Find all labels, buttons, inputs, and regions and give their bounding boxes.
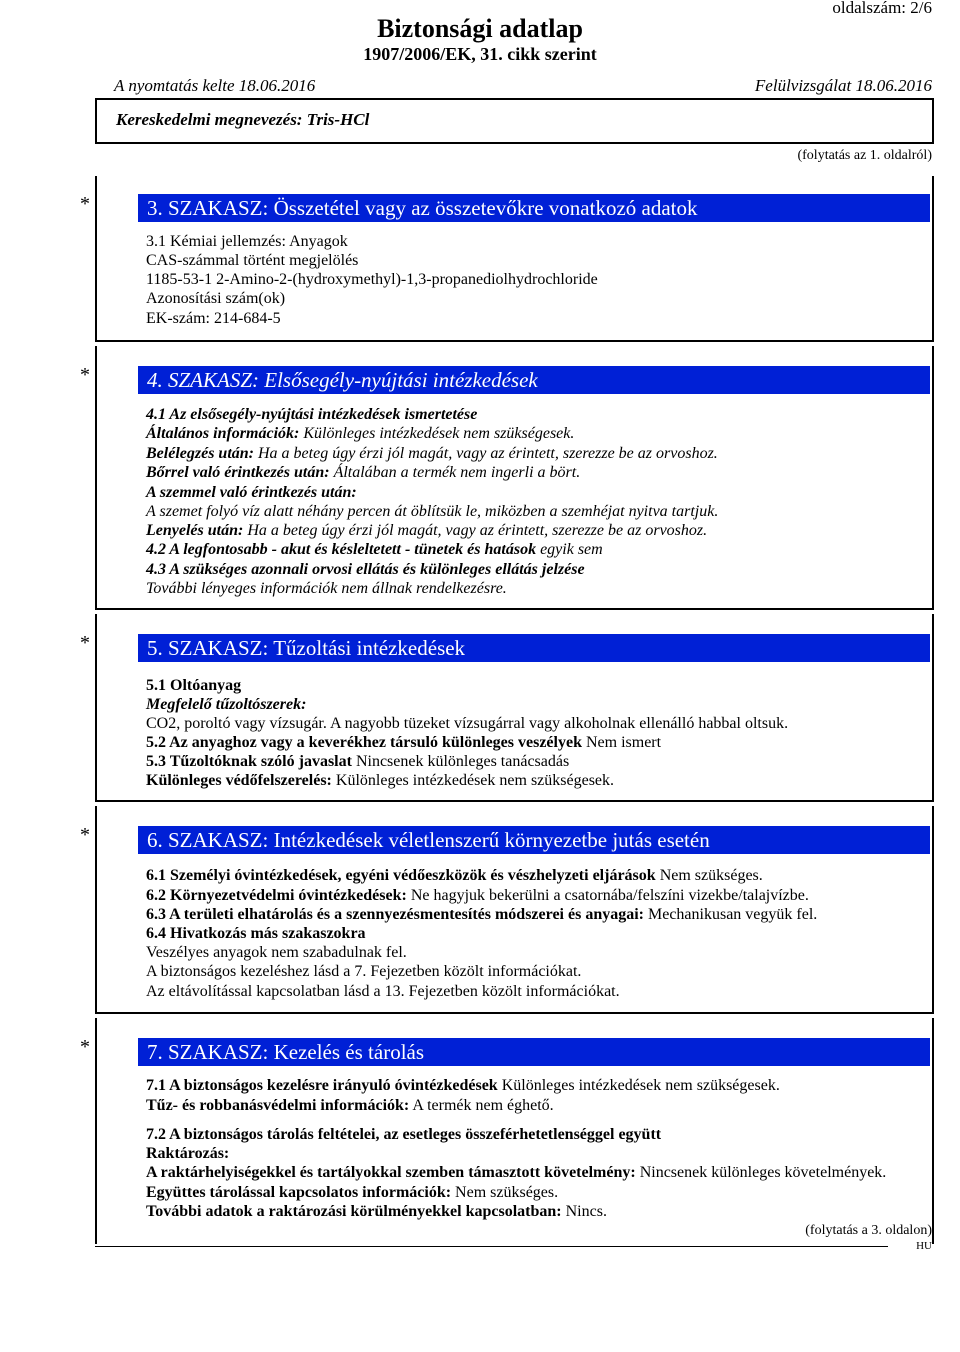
label: 7.1 A biztonságos kezelésre irányuló óvintézkedések [146, 1077, 498, 1094]
value: Általában a termék nem ingerli a bört. [333, 464, 581, 481]
s4-line [146, 521, 707, 540]
label: Együttes tárolással kapcsolatos információk: [146, 1184, 452, 1201]
language-code: HU [916, 1240, 932, 1252]
s7-line [146, 1076, 780, 1095]
s6-line [146, 905, 817, 924]
s5-line: CO2, poroltó vagy vízsugár. A nagyobb tüzeket vízsugárral vagy alkoholnak ellenálló habbal oltsuk. [146, 715, 789, 732]
s4-line [146, 463, 580, 482]
value: Ha a beteg úgy érzi jól magát, vagy az érintett, szerezze be az orvoshoz. [258, 445, 718, 462]
s5-line [146, 733, 661, 752]
s7-heading: 7.2 A biztonságos tárolás feltételei, az esetleges összeférhetetlenséggel együtt [146, 1126, 662, 1143]
label: Bőrrel való érintkezés után: [146, 464, 330, 481]
value: Ha a beteg úgy érzi jól magát, vagy az érintett, szerezze be az orvoshoz. [247, 522, 708, 539]
s7-line [146, 1183, 558, 1202]
s3-line: 3.1 Kémiai jellemzés: Anyagok [146, 233, 348, 250]
label: 4.2 A legfontosabb - akut és késleltetett - tünetek és hatások [146, 541, 537, 558]
label: Belélegzés után: [146, 445, 254, 462]
s5-line: Megfelelő tűzoltószerek: [146, 696, 307, 713]
value: Nem ismert [585, 734, 662, 751]
value: A termék nem éghető. [412, 1097, 554, 1114]
label: Tűz- és robbanásvédelmi információk: [146, 1097, 410, 1114]
s4-line [146, 540, 603, 559]
s4-line: További lényeges információk nem állnak rendelkezésre. [146, 580, 507, 597]
s7-line [146, 1096, 554, 1115]
section-5-title: 5. SZAKASZ: Tűzoltási intézkedések [138, 634, 930, 662]
s3-line: 1185-53-1 2-Amino-2-(hydroxymethyl)-1,3-propanediolhydrochloride [146, 271, 598, 288]
section-3-title: 3. SZAKASZ: Összetétel vagy az összetevőkre vonatkozó adatok [138, 194, 930, 222]
s4-line [146, 444, 718, 463]
revision-star: * [80, 632, 90, 654]
s4-heading: 4.1 Az elsősegély-nyújtási intézkedések ismertetése [146, 406, 478, 423]
s6-line: A biztonságos kezeléshez lásd a 7. Fejezetben közölt információkat. [146, 963, 582, 980]
value: Ne hagyjuk bekerülni a csatornába/felszíni vizekbe/talajvízbe. [410, 887, 809, 904]
s4-line: A szemet folyó víz alatt néhány percen át öblítsük le, miközben a szemhéjat nyitva tartjuk. [146, 503, 719, 520]
section-4-title: 4. SZAKASZ: Elsősegély-nyújtási intézkedések [138, 366, 930, 394]
value: Nincsenek különleges tanácsadás [355, 753, 570, 770]
value: Nem szükséges. [659, 867, 763, 884]
label: Lenyelés után: [146, 522, 244, 539]
s5-line [146, 771, 614, 790]
s7-line [146, 1163, 886, 1182]
continued-from: (folytatás az 1. oldalról) [797, 148, 932, 163]
review-date: Felülvizsgálat 18.06.2016 [754, 76, 932, 95]
label: 6.3 A területi elhatárolás és a szennyezésmentesítés módszerei és anyagai: [146, 906, 644, 923]
page-number: oldalszám: 2/6 [832, 0, 932, 17]
ec-number-label: EK-szám: [146, 310, 210, 327]
document-subtitle: 1907/2006/EK, 31. cikk szerint [363, 44, 597, 64]
s6-line: Az eltávolítással kapcsolatban lásd a 13. Fejezetben közölt információkat. [146, 983, 620, 1000]
ec-number-value: 214-684-5 [213, 310, 281, 327]
s4-heading: 4.3 A szükséges azonnali orvosi ellátás és különleges ellátás jelzése [146, 561, 585, 578]
label: Általános információk: [146, 425, 300, 442]
label: 6.2 Környezetvédelmi óvintézkedések: [146, 887, 407, 904]
s6-line [146, 886, 809, 905]
value: Különleges intézkedések nem szükségesek. [501, 1077, 780, 1094]
footer-rule [95, 1246, 888, 1247]
s4-line: A szemmel való érintkezés után: [146, 484, 357, 501]
s3-line: CAS-számmal történt megjelölés [146, 252, 359, 269]
s7-line [146, 1202, 607, 1221]
revision-star: * [80, 193, 90, 215]
revision-star: * [80, 364, 90, 386]
s7-line: Raktározás: [146, 1145, 230, 1162]
label: További adatok a raktározási körülményekkel kapcsolatban: [146, 1203, 562, 1220]
value: Nincs. [565, 1203, 607, 1220]
value: Nem szükséges. [455, 1184, 559, 1201]
section-7-title: 7. SZAKASZ: Kezelés és tárolás [138, 1038, 930, 1066]
label: 5.2 Az anyaghoz vagy a keverékhez társuló különleges veszélyek [146, 734, 582, 751]
label: A raktárhelyiségekkel és tartályokkal szemben támasztott követelmény: [146, 1164, 636, 1181]
document-title: Biztonsági adatlap [377, 14, 583, 43]
trade-name: Kereskedelmi megnevezés: Tris-HCl [116, 110, 370, 129]
s6-line: Veszélyes anyagok nem szabadulnak fel. [146, 944, 407, 961]
value: Különleges intézkedések nem szükségesek. [303, 425, 575, 442]
s5-heading: 5.1 Oltóanyag [146, 677, 242, 694]
continued-to: (folytatás a 3. oldalon) [805, 1223, 932, 1238]
label: 5.3 Tűzoltóknak szóló javaslat [146, 753, 352, 770]
label: Különleges védőfelszerelés: [146, 772, 332, 789]
section-6-title: 6. SZAKASZ: Intézkedések véletlenszerű környezetbe jutás esetén [138, 826, 930, 854]
value: egyik sem [540, 541, 603, 558]
value: Nincsenek különleges követelmények. [639, 1164, 887, 1181]
value: Mechanikusan vegyük fel. [647, 906, 818, 923]
s6-heading: 6.4 Hivatkozás más szakaszokra [146, 925, 366, 942]
label: 6.1 Személyi óvintézkedések, egyéni védőeszközök és vészhelyzeti eljárások [146, 867, 656, 884]
s5-line [146, 752, 569, 771]
s3-line [146, 309, 281, 328]
s3-line: Azonosítási szám(ok) [146, 290, 286, 307]
revision-star: * [80, 824, 90, 846]
print-date: A nyomtatás kelte 18.06.2016 [114, 76, 316, 95]
s4-line [146, 424, 574, 443]
revision-star: * [80, 1036, 90, 1058]
s6-line [146, 866, 763, 885]
value: Különleges intézkedések nem szükségesek. [335, 772, 615, 789]
